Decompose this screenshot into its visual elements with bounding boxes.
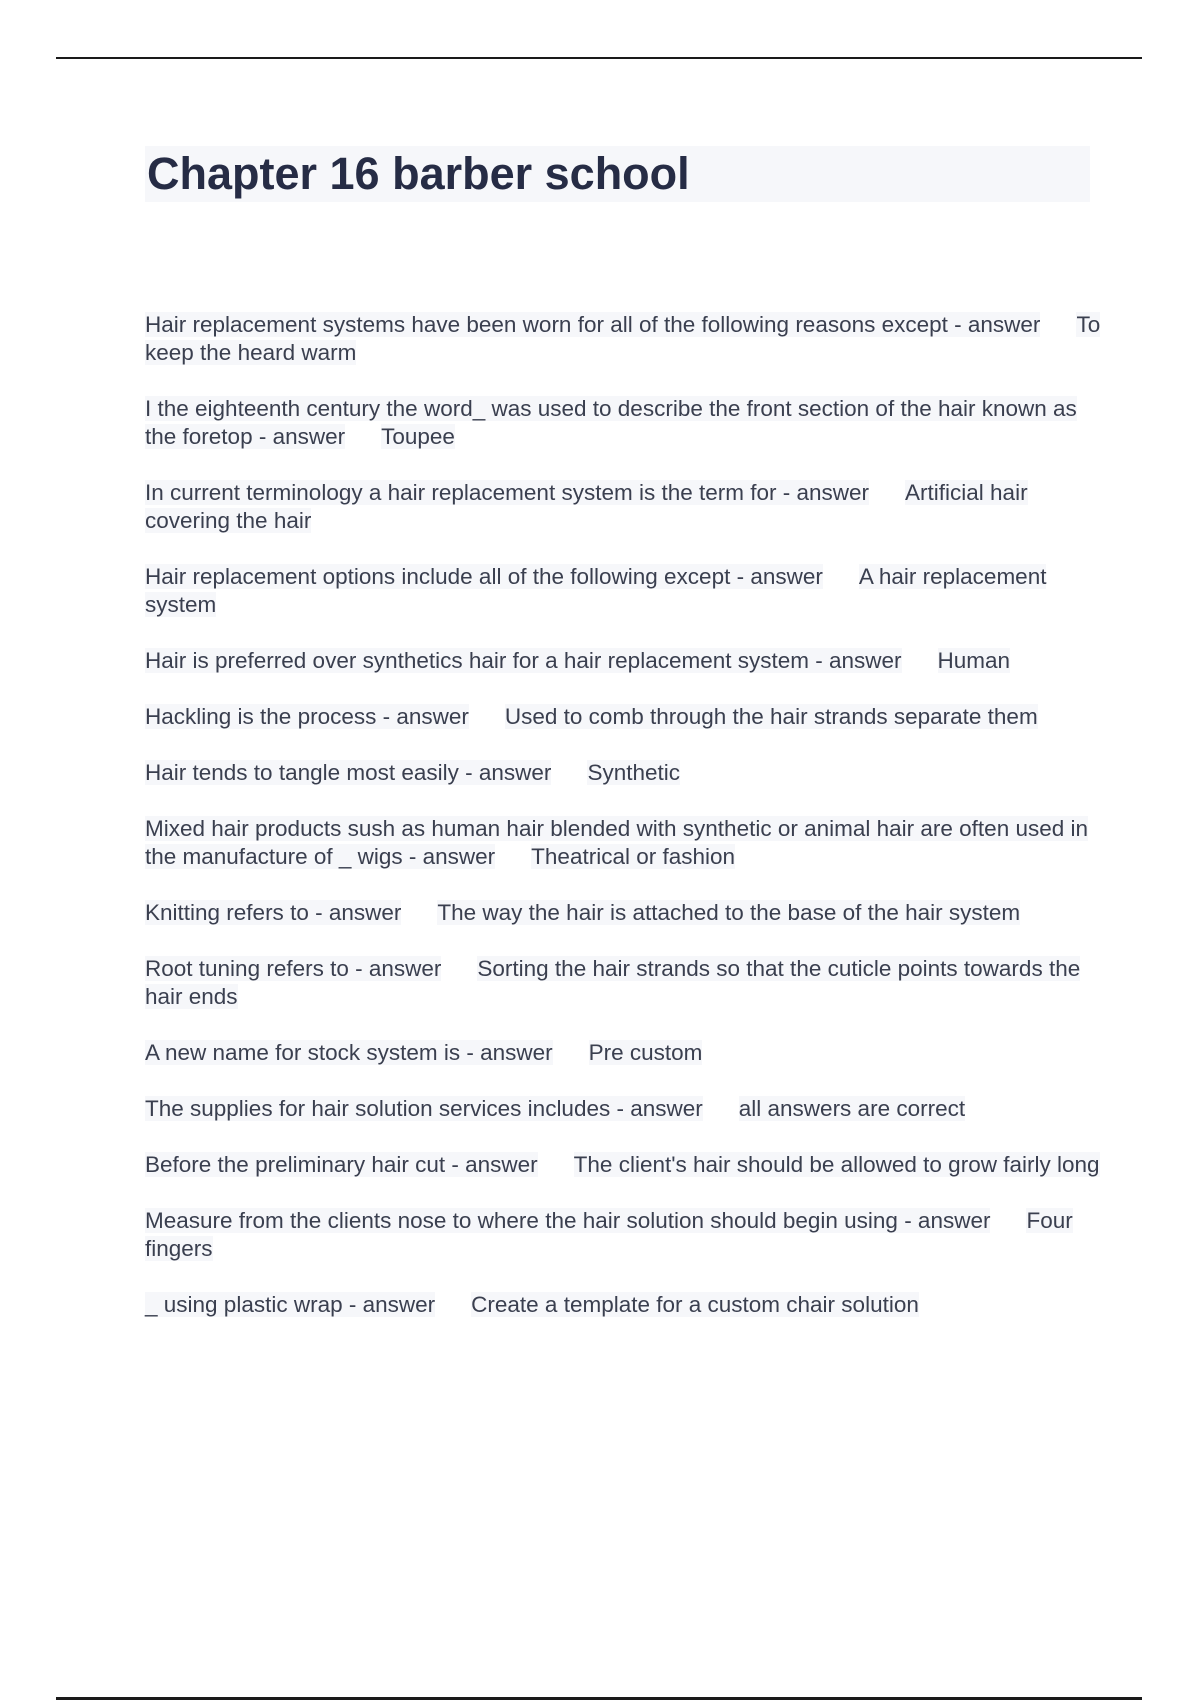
answer-text: Toupee — [381, 424, 455, 449]
qa-item — [145, 647, 1105, 675]
answer-text: The way the hair is attached to the base of the hair system — [437, 900, 1021, 925]
answer-text: Used to comb through the hair strands separate them — [504, 704, 1038, 729]
qa-item — [145, 1039, 1105, 1067]
answer-text: Synthetic — [587, 760, 680, 785]
question-text: Root tuning refers to - answer — [145, 956, 442, 981]
answer-text: Artificial hair covering the hair — [145, 480, 1028, 533]
answer-text: Human — [937, 648, 1011, 673]
qa-item — [145, 395, 1105, 451]
qa-item — [145, 311, 1105, 367]
answer-text: Four fingers — [145, 1208, 1073, 1261]
answer-text: To keep the heard warm — [145, 312, 1101, 365]
question-text: I the eighteenth century the word_ was used to describe the front section of the hair known as the foretop - answer — [145, 396, 1077, 449]
question-text: A new name for stock system is - answer — [145, 1040, 553, 1065]
question-text: Hair tends to tangle most easily - answer — [145, 760, 552, 785]
answer-text: A hair replacement system — [145, 564, 1047, 617]
question-text: Hair replacement options include all of the following except - answer — [145, 564, 823, 589]
question-text: Hair replacement systems have been worn for all of the following reasons except - answer — [145, 312, 1041, 337]
question-text: Mixed hair products sush as human hair blended with synthetic or animal hair are often used in the manufacture of _ wigs - answer — [145, 816, 1089, 869]
qa-item — [145, 899, 1105, 927]
question-text: Knitting refers to - answer — [145, 900, 402, 925]
qa-item — [145, 1151, 1105, 1179]
question-text: Before the preliminary hair cut - answer — [145, 1152, 538, 1177]
qa-item — [145, 479, 1105, 535]
answer-text: Theatrical or fashion — [531, 844, 736, 869]
qa-item — [145, 703, 1105, 731]
qa-item — [145, 1095, 1105, 1123]
question-text: The supplies for hair solution services includes - answer — [145, 1096, 703, 1121]
qa-item — [145, 955, 1105, 1011]
page-title: Chapter 16 barber school — [145, 146, 1090, 202]
answer-text: Create a template for a custom chair solution — [471, 1292, 919, 1317]
answer-text: Sorting the hair strands so that the cuticle points towards the hair ends — [145, 956, 1081, 1009]
question-text: _ using plastic wrap - answer — [145, 1292, 436, 1317]
answer-text: all answers are correct — [738, 1096, 966, 1121]
question-text: Hackling is the process - answer — [145, 704, 469, 729]
qa-item — [145, 815, 1105, 871]
top-rule — [56, 57, 1142, 59]
question-text: Measure from the clients nose to where the hair solution should begin using - answer — [145, 1208, 991, 1233]
qa-list — [145, 311, 1105, 1347]
qa-item — [145, 563, 1105, 619]
qa-item — [145, 1207, 1105, 1263]
answer-text: Pre custom — [588, 1040, 703, 1065]
question-text: Hair is preferred over synthetics hair for a hair replacement system - answer — [145, 648, 902, 673]
qa-item — [145, 759, 1105, 787]
qa-item — [145, 1291, 1105, 1319]
answer-text: The client's hair should be allowed to grow fairly long — [573, 1152, 1100, 1177]
question-text: In current terminology a hair replacement system is the term for - answer — [145, 480, 870, 505]
